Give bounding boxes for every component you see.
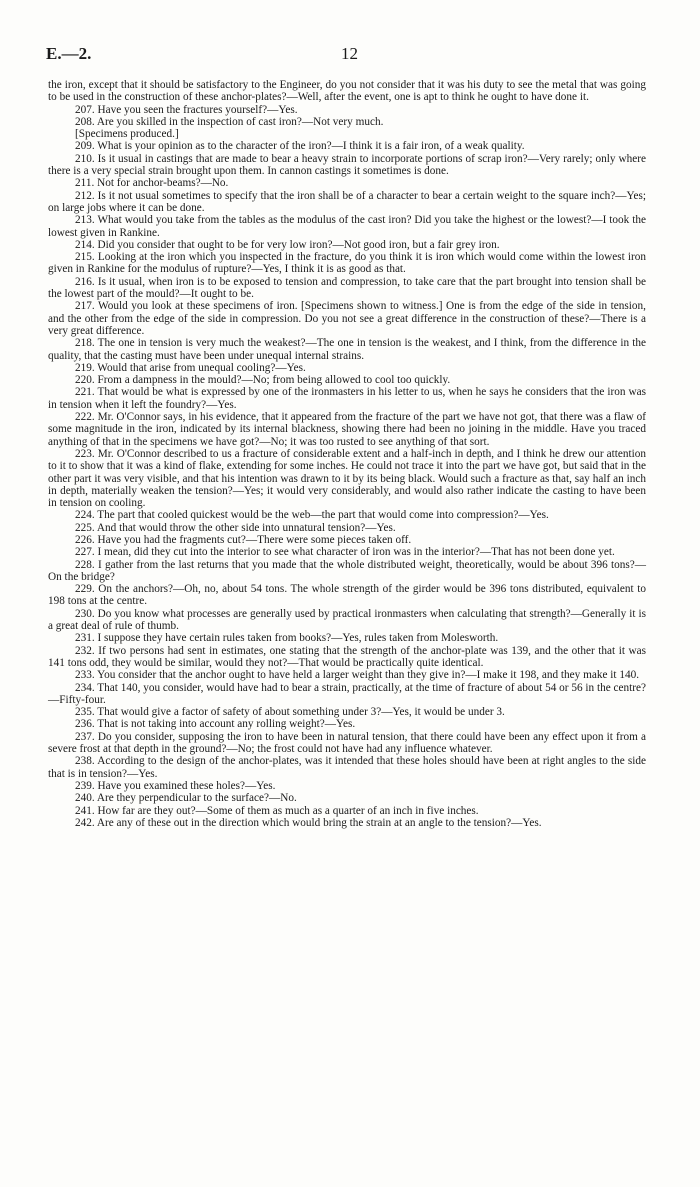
- paragraph: 234. That 140, you consider, would have had to bear a strain, practically, at the time of fracture of about 54 or 56 in the centre?—Fifty-four.: [48, 681, 646, 706]
- paragraph: 219. Would that arise from unequal cooling?—Yes.: [75, 361, 306, 374]
- paragraph: 224. The part that cooled quickest would be the web—the part that would come into compression?—Yes.: [75, 509, 549, 522]
- paragraph: 223. Mr. O'Connor described to us a fracture of considerable extent and a half-inch in depth, and I think he drew our attention to it to show that it was a kind of flake, extending for some inches. He could not trace it into the part we have got, but said that in the other part it was very visible, and that his intention was drawn to it by its being black. Would such a fracture as that, say half an inch in depth, materially weaken the tension?—Yes; it would very considerably, and would also rather indicate the casting to have been in tension on cooling.: [48, 447, 646, 510]
- paragraph: 241. How far are they out?—Some of them as much as a quarter of an inch in five inches.: [75, 804, 479, 817]
- page-number: 12: [341, 44, 358, 63]
- paragraph: [Specimens produced.]: [75, 128, 179, 141]
- paragraph: 213. What would you take from the tables as the modulus of the cast iron? Did you take the highest or the lowest?—I took the lowest given in Rankine.: [48, 214, 646, 239]
- paragraph: 208. Are you skilled in the inspection of cast iron?—Not very much.: [75, 115, 384, 128]
- paragraph: 232. If two persons had sent in estimates, one stating that the strength of the anchor-plate was 139, and the other that it was 141 tons odd, they would be similar, would they not?—That would be practically quite identical.: [48, 644, 646, 669]
- paragraph: 214. Did you consider that ought to be for very low iron?—Not good iron, but a fair grey iron.: [75, 238, 500, 251]
- paragraph: 212. Is it not usual sometimes to specify that the iron shall be of a character to bear a certain weight to the square inch?—Yes; on large jobs where it can be done.: [48, 189, 646, 214]
- paragraph: 231. I suppose they have certain rules taken from books?—Yes, rules taken from Molesworth.: [75, 632, 499, 645]
- paragraph: 240. Are they perpendicular to the surface?—No.: [75, 792, 297, 805]
- paragraph: 222. Mr. O'Connor says, in his evidence, that it appeared from the fracture of the part we have not got, that there was a flaw of some magnitude in the iron, indicated by its internal blackness, showing there had been no joining in the middle. Have you traced anything of that in the specimens we have got?—No; it was too rusted to see anything of that sort.: [48, 411, 646, 448]
- paragraph: 239. Have you examined these holes?—Yes.: [75, 779, 276, 792]
- paragraph: 236. That is not taking into account any rolling weight?—Yes.: [75, 718, 356, 731]
- paragraph: 242. Are any of these out in the direction which would bring the strain at an angle to the tension?—Yes.: [75, 816, 542, 829]
- paragraph: 230. Do you know what processes are generally used by practical ironmasters when calculating that strength?—Generally it is a great deal of rule of thumb.: [48, 607, 646, 633]
- paragraph: 229. On the anchors?—Oh, no, about 54 tons. The whole strength of the girder would be 396 tons distributed, equivalent to 198 tons at the centre.: [48, 583, 646, 608]
- paragraph: 209. What is your opinion as to the character of the iron?—I think it is a fair iron, of a weak quality.: [75, 140, 525, 153]
- section-code: E.—2.: [46, 44, 92, 63]
- paragraph: 217. Would you look at these specimens of iron. [Specimens shown to witness.] One is from the edge of the side in tension, and the other from the edge of the side in compression. Do you not see a great difference in the construction of these?—There is a very great difference.: [48, 300, 646, 337]
- paragraph: 235. That would give a factor of safety of about something under 3?—Yes, it would be under 3.: [75, 706, 505, 719]
- paragraph: 226. Have you had the fragments cut?—There were some pieces taken off.: [75, 533, 412, 546]
- paragraph: 237. Do you consider, supposing the iron to have been in natural tension, that there could have been any effect upon it from a severe frost at that depth in the ground?—No; the frost could not have had any influence whatever.: [48, 730, 646, 756]
- paragraph: 218. The one in tension is very much the weakest?—The one in tension is the weakest, and I think, from the difference in the quality, that the casting must have been under unequal internal strains.: [48, 337, 646, 362]
- paragraph: 215. Looking at the iron which you inspected in the fracture, do you think it is iron which would come within the lowest iron given in Rankine for the modulus of rupture?—Yes, I think it is as good as that.: [48, 251, 646, 276]
- paragraph: 216. Is it usual, when iron is to be exposed to tension and compression, to take care that the part brought into tension shall be the lowest part of the mould?—It ought to be.: [48, 275, 646, 301]
- paragraph: 225. And that would throw the other side into unnatural tension?—Yes.: [75, 521, 396, 534]
- paragraph: 220. From a dampness in the mould?—No; from being allowed to cool too quickly.: [75, 374, 451, 387]
- paragraph: 238. According to the design of the anchor-plates, was it intended that these holes should have been at right angles to the side that is in tension?—Yes.: [48, 755, 646, 780]
- paragraph: 211. Not for anchor-beams?—No.: [75, 177, 229, 190]
- paragraph: the iron, except that it should be satisfactory to the Engineer, do you not consider that it was his duty to see the metal that was going to be used in the construction of these anchor-plates?—Well, after the event, one is apt to think he ought to have done it.: [48, 79, 646, 104]
- page-header: [46, 44, 648, 68]
- paragraph: 207. Have you seen the fractures yourself?—Yes.: [75, 103, 298, 116]
- paragraph: 233. You consider that the anchor ought to have held a larger weight than they give in?—I make it 198, and they make it 140.: [75, 669, 640, 682]
- paragraph: 221. That would be what is expressed by one of the ironmasters in his letter to us, when he says he considers that the iron was in tension when it left the foundry?—Yes.: [48, 386, 646, 411]
- evidence-text: [48, 79, 646, 829]
- paragraph: 210. Is it usual in castings that are made to bear a heavy strain to incorporate portions of scrap iron?—Very rarely; only where there is a very special strain brought upon them. In cannon castings it sometimes is done.: [48, 152, 646, 178]
- paragraph: 228. I gather from the last returns that you made that the whole distributed weight, theoretically, would be about 396 tons?—On the bridge?: [48, 558, 646, 583]
- paragraph: 227. I mean, did they cut into the interior to see what character of iron was in the interior?—That has not been done yet.: [75, 546, 615, 559]
